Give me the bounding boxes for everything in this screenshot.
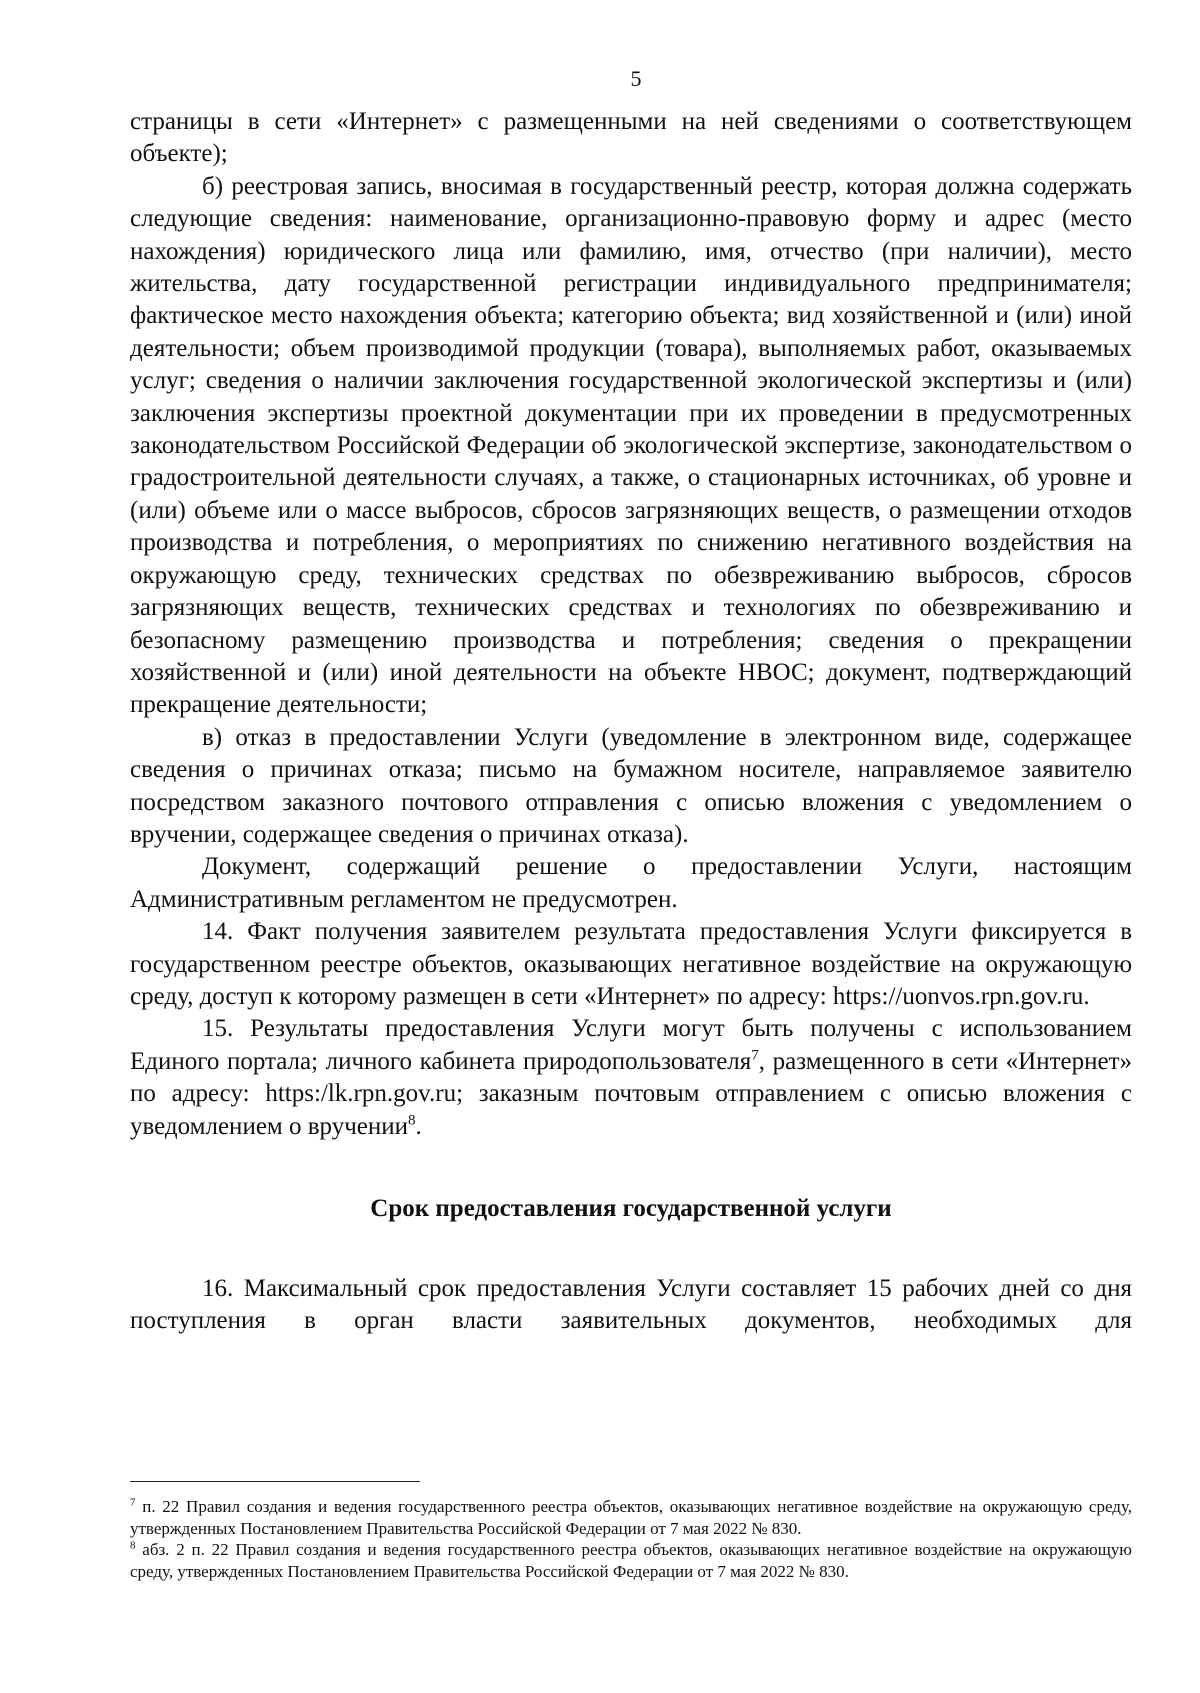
footnote-marker-7: 7 [130,1496,136,1509]
footnote-separator [130,1481,420,1482]
footnote-7-text: п. 22 Правил создания и ведения государственного реестра объектов, оказывающих негативное воздействие на окружающую среду, утвержденных Постановлением Правительства Российской Федерации от 7 мая 2022 № 830. [130,1497,1132,1538]
paragraph-decision-document: Документ, содержащий решение о предоставлении Услуги, настоящим Административным регламентом не предусмотрен. [130,853,1132,913]
paragraph-16: 16. Максимальный срок предоставления Услуги составляет 15 рабочих дней со дня поступления в орган власти заявительных документов, необходимых для [130,1275,1132,1335]
section-heading: Срок предоставления государственной услуги [370,1195,892,1222]
paragraph-continuation: страницы в сети «Интернет» с размещенными на ней сведениями о соответствующем объекте); [130,108,1132,168]
paragraph-15 [130,1013,1132,1143]
paragraph-15-text-3: . [415,1112,422,1140]
footnote-7 [130,1496,1132,1539]
footnote-marker-8: 8 [130,1539,136,1552]
paragraph-15-text-1: 15. Результаты предоставления Услуги могут быть получены с использованием Единого портала; личного кабинета природопользователя [130,1015,1132,1075]
footnotes [130,1496,1132,1582]
paragraph-14: 14. Факт получения заявителем результата предоставления Услуги фиксируется в государственном реестре объектов, оказывающих негативное воздействие на окружающую среду, доступ к которому размещен в сети «Интернет» по адресу: https://uonvos.rpn.gov.ru. [130,918,1132,1010]
body-text [130,106,1132,1338]
paragraph-item-b: б) реестровая запись, вносимая в государственный реестр, которая должна содержать следующие сведения: наименование, организационно-правовую форму и адрес (место нахождения) юридического лица или фамилию, имя, отчество (при наличии), место жительства, дату государственной регистрации индивидуального предпринимателя; фактическое место нахождения объекта; категорию объекта; вид хозяйственной и (или) иной деятельности; объем производимой продукции (товара), выполняемых работ, оказываемых услуг; сведения о наличии заключения государственной экологической экспертизы и (или) заключения экспертизы проектной документации при их проведении в предусмотренных законодательством Российской Федерации об экологической экспертизе, законодательством о градостроительной деятельности случаях, а также, о стационарных источниках, об уровне и (или) объеме или о массе выбросов, сбросов загрязняющих веществ, о размещении отходов производства и потребления, о мероприятиях по снижению негативного воздействия на окружающую среду, технических средствах по обезвреживанию выбросов, сбросов загрязняющих веществ, технических средствах и технологиях по обезвреживанию и безопасному размещению производства и потребления; сведения о прекращении хозяйственной и (или) иной деятельности на объекте НВОС; документ, подтверждающий прекращение деятельности; [130,172,1132,719]
paragraph-item-v: в) отказ в предоставлении Услуги (уведомление в электронном виде, содержащее сведения о причинах отказа; письмо на бумажном носителе, направляемое заявителю посредством заказного почтового отправления с описью вложения с уведомлением о вручении, содержащее сведения о причинах отказа). [130,723,1132,848]
footnote-ref-8: 8 [408,1112,416,1129]
footnote-8-text: абз. 2 п. 22 Правил создания и ведения государственного реестра объектов, оказывающих негативное воздействие на окружающую среду, утвержденных Постановлением Правительства Российской Федерации от 7 мая 2022 № 830. [130,1540,1132,1581]
footnote-ref-7: 7 [751,1047,759,1064]
page-number: 5 [630,66,642,91]
paragraph-15-text-2: , размещенного в сети «Интернет» по адресу: https:/lk.rpn.gov.ru; заказным почтовым отправлением с описью вложения с уведомлением о вручении [130,1047,1133,1140]
footnote-8 [130,1539,1132,1582]
